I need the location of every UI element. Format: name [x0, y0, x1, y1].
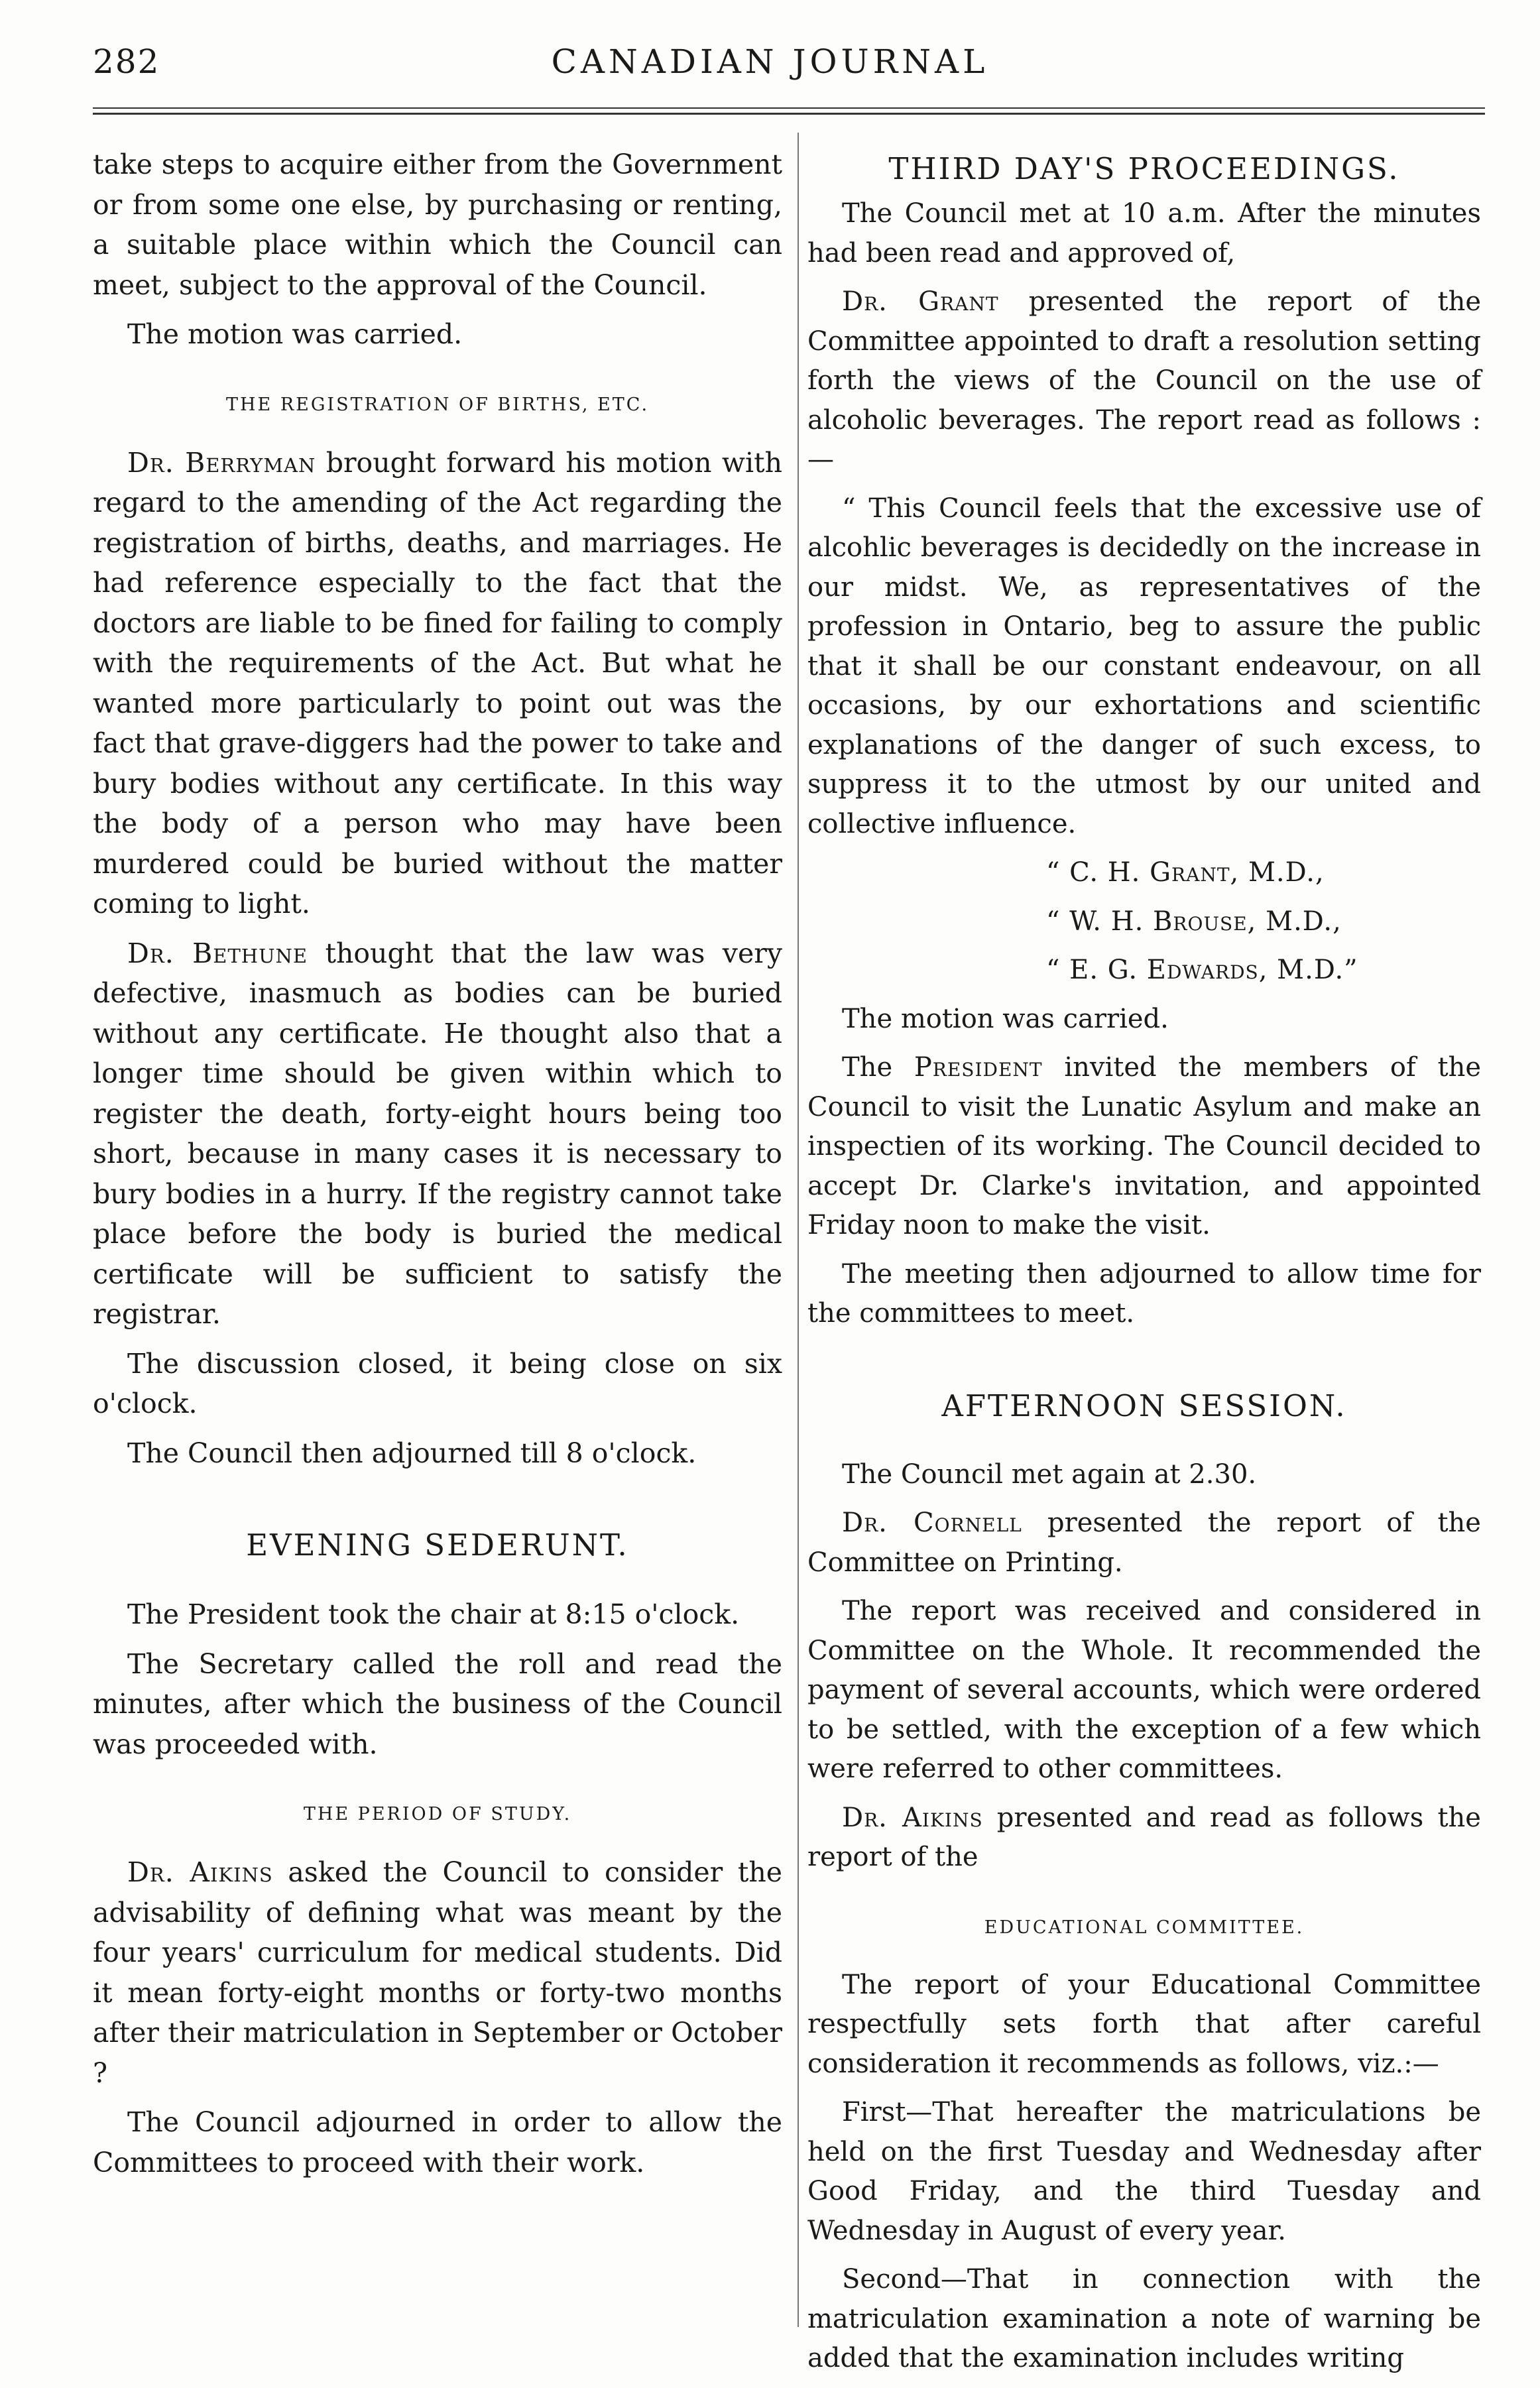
paragraph-discussion-closed: The discussion closed, it being close on six o'clock. [93, 1347, 782, 1419]
paragraph-cornell [807, 1504, 1481, 1582]
paragraph-grant [807, 282, 1481, 480]
paragraph-text: thought that the law was very defective, inasmuch as bodies can be buried without any certificate. He thought also that a longer time should be given within which to register the death, forty-eight hours being too short, because in many cases it is necessary to bury bodies in a hurry. If the registry cannot take place before the body is buried the medical certificate will be sufficient to satisfy the registrar. [93, 937, 782, 1330]
paragraph-secretary: The Secretary called the roll and read the minutes, after which the business of the Council was proceeded with. [93, 1647, 782, 1760]
paragraph-continuation: take steps to acquire either from the Government or from some one else, by purchasing or renting, a suitable place within which the Council can meet, subject to the approval of the Council. [93, 149, 782, 301]
paragraph-text: brought forward his motion with regard to the amending of the Act regarding the registration of births, deaths, and marriages. He had reference especially to the fact that the doctors are liable to be fined for failing to comply with the requirements of the Act. But what he wanted more particularly to point out was the fact that grave-diggers had the power to take and bury bodies without any certificate. In this way the body of a person who may have been murdered could be buried without the matter coming to light. [93, 446, 782, 920]
speaker-name: Dr. Aikins [127, 1856, 273, 1888]
paragraph-text: asked the Council to consider the advisability of defining what was meant by the four years' curriculum for medical students. Did it mean forty-eight months or forty-two months after their matriculation in September or October ? [93, 1856, 782, 2089]
paragraph-report-received: The report was received and considered in Committee on the Whole. It recommended the payment of several accounts, which were ordered to be settled, with the exception of a few which were referred to other committees. [807, 1596, 1481, 1784]
section-heading-afternoon: AFTERNOON SESSION. [941, 1388, 1347, 1423]
paragraph-aikins-report [807, 1799, 1481, 1878]
speaker-name: Dr. Aikins [842, 1802, 983, 1833]
paragraph-text: invited the members of the Council to visit the Lunatic Asylum and make an inspectien of its working. The Council decided to accept Dr. Clarke's invitation, and appointed Friday noon to make the visit. [807, 1052, 1481, 1240]
paragraph-second: Second—That in connection with the matriculation examination a note of warning be added that the examination includes writing [807, 2264, 1481, 2373]
paragraph-council-met: The Council met at 10 a.m. After the minutes had been read and approved of, [807, 198, 1481, 269]
paragraph-text: The [842, 1052, 914, 1083]
signature-brouse: “ W. H. Brouse, M.D., [1046, 906, 1342, 937]
column-divider [798, 133, 799, 2327]
paragraph-text: presented and read as follows the report of the [807, 1802, 1481, 1872]
paragraph-president-chair: The President took the chair at 8:15 o'clock. [127, 1598, 740, 1630]
paragraph-first: First—That hereafter the matriculations be held on the first Tuesday and Wednesday after Good Friday, and the third Tuesday and Wednesday in August of every year. [807, 2097, 1481, 2246]
section-heading-period: THE PERIOD OF STUDY. [303, 1804, 572, 1824]
section-heading-evening: EVENING SEDERUNT. [246, 1527, 629, 1563]
paragraph-president-invite [807, 1048, 1481, 1246]
paragraph-text: presented the report of the Committee on Printing. [807, 1508, 1481, 1578]
paragraph-committees: The Council adjourned in order to allow the Committees to proceed with their work. [93, 2106, 782, 2179]
speaker-name: President [914, 1052, 1043, 1083]
paragraph-aikins [93, 1852, 782, 2093]
signature-grant: “ C. H. Grant, M.D., [1046, 857, 1325, 888]
running-head: CANADIAN JOURNAL [551, 42, 989, 81]
paragraph-text: presented the report of the Committee appointed to draft a resolution setting forth the views of the Council on the use of alcoholic beverages. The report read as follows :— [807, 286, 1482, 475]
speaker-name: Dr. Berryman [127, 446, 316, 479]
paragraph-educational-report: The report of your Educational Committee respectfully sets forth that after careful consideration it recommends as follows, viz.:— [807, 1969, 1481, 2079]
paragraph-motion-carried: The motion was carried. [842, 1003, 1169, 1034]
paragraph-motion-carried: The motion was carried. [127, 318, 463, 350]
speaker-name: Dr. Cornell [842, 1508, 1022, 1538]
resolution-text: “ This Council feels that the excessive use of alcohlic beverages is decidedly on the increase in our midst. We, as representatives of the profession in Ontario, beg to assure the public that it shall be our constant endeavour, on all occasions, by our exhortations and scientific explanations of the danger of such excess, to suppress it to the utmost by our united and collective influence. [807, 493, 1481, 839]
page-header [0, 40, 1540, 93]
section-heading-third-day: THIRD DAY'S PROCEEDINGS. [888, 151, 1400, 186]
speaker-name: Dr. Grant [842, 286, 999, 317]
section-heading-registration: THE REGISTRATION OF BIRTHS, ETC. [225, 394, 650, 415]
paragraph-adjourned: The Council then adjourned till 8 o'clock. [127, 1437, 697, 1469]
section-heading-educational: EDUCATIONAL COMMITTEE. [984, 1917, 1305, 1938]
right-column [807, 145, 1481, 2388]
paragraph-meeting-adjourned: The meeting then adjourned to allow time for the committees to meet. [807, 1258, 1481, 1329]
paragraph-berryman [93, 443, 782, 924]
page-number: 282 [93, 42, 160, 81]
signature-edwards: “ E. G. Edwards, M.D.” [1046, 955, 1358, 985]
speaker-name: Dr. Bethune [127, 937, 308, 969]
left-column [93, 145, 782, 2192]
header-rule-thick [93, 113, 1485, 115]
paragraph-council-met-again: The Council met again at 2.30. [842, 1459, 1257, 1490]
header-rule-thin [93, 107, 1485, 109]
paragraph-bethune [93, 933, 782, 1335]
